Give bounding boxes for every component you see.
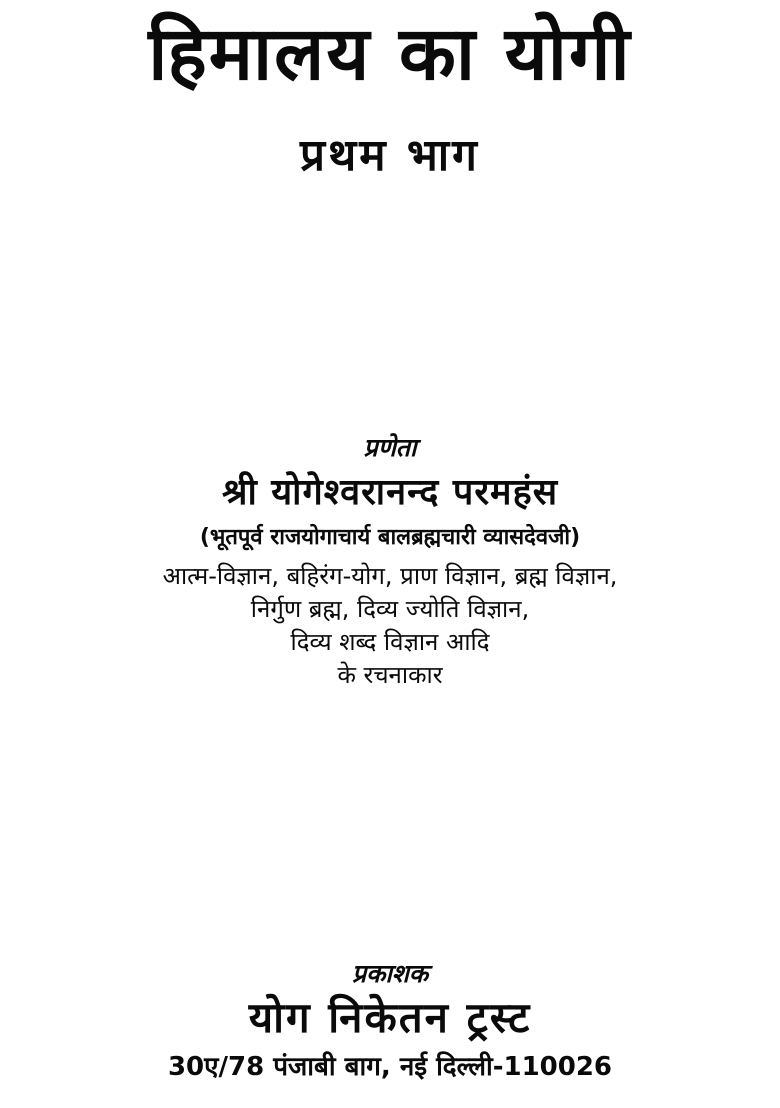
publisher-name: योग निकेतन ट्रस्ट	[248, 992, 532, 1042]
book-subtitle: प्रथम भाग	[300, 130, 480, 181]
author-credit-line: निर्गुण ब्रह्म, दिव्य ज्योति विज्ञान,	[250, 595, 530, 624]
author-credit-line: आत्म-विज्ञान, बहिरंग-योग, प्राण विज्ञान, ब्रह्म विज्ञान,	[162, 562, 618, 591]
author-block	[0, 434, 780, 692]
author-credit-line: के रचनाकार	[337, 661, 443, 690]
book-title: हिमालय का योगी	[148, 11, 632, 97]
author-role-label: प्रणेता	[363, 433, 417, 462]
publisher-role-label: प्रकाशक	[351, 959, 429, 988]
author-credit-line: दिव्य शब्द विज्ञान आदि	[290, 628, 490, 657]
publisher-address: 30ए/78 पंजाबी बाग, नई दिल्ली-110026	[167, 1051, 613, 1082]
author-former-title: (भूतपूर्व राजयोगाचार्य बालब्रह्मचारी व्यासदेवजी)	[199, 524, 581, 550]
publisher-block	[0, 960, 780, 1083]
author-name: श्री योगेश्वरानन्द परमहंस	[221, 471, 559, 513]
